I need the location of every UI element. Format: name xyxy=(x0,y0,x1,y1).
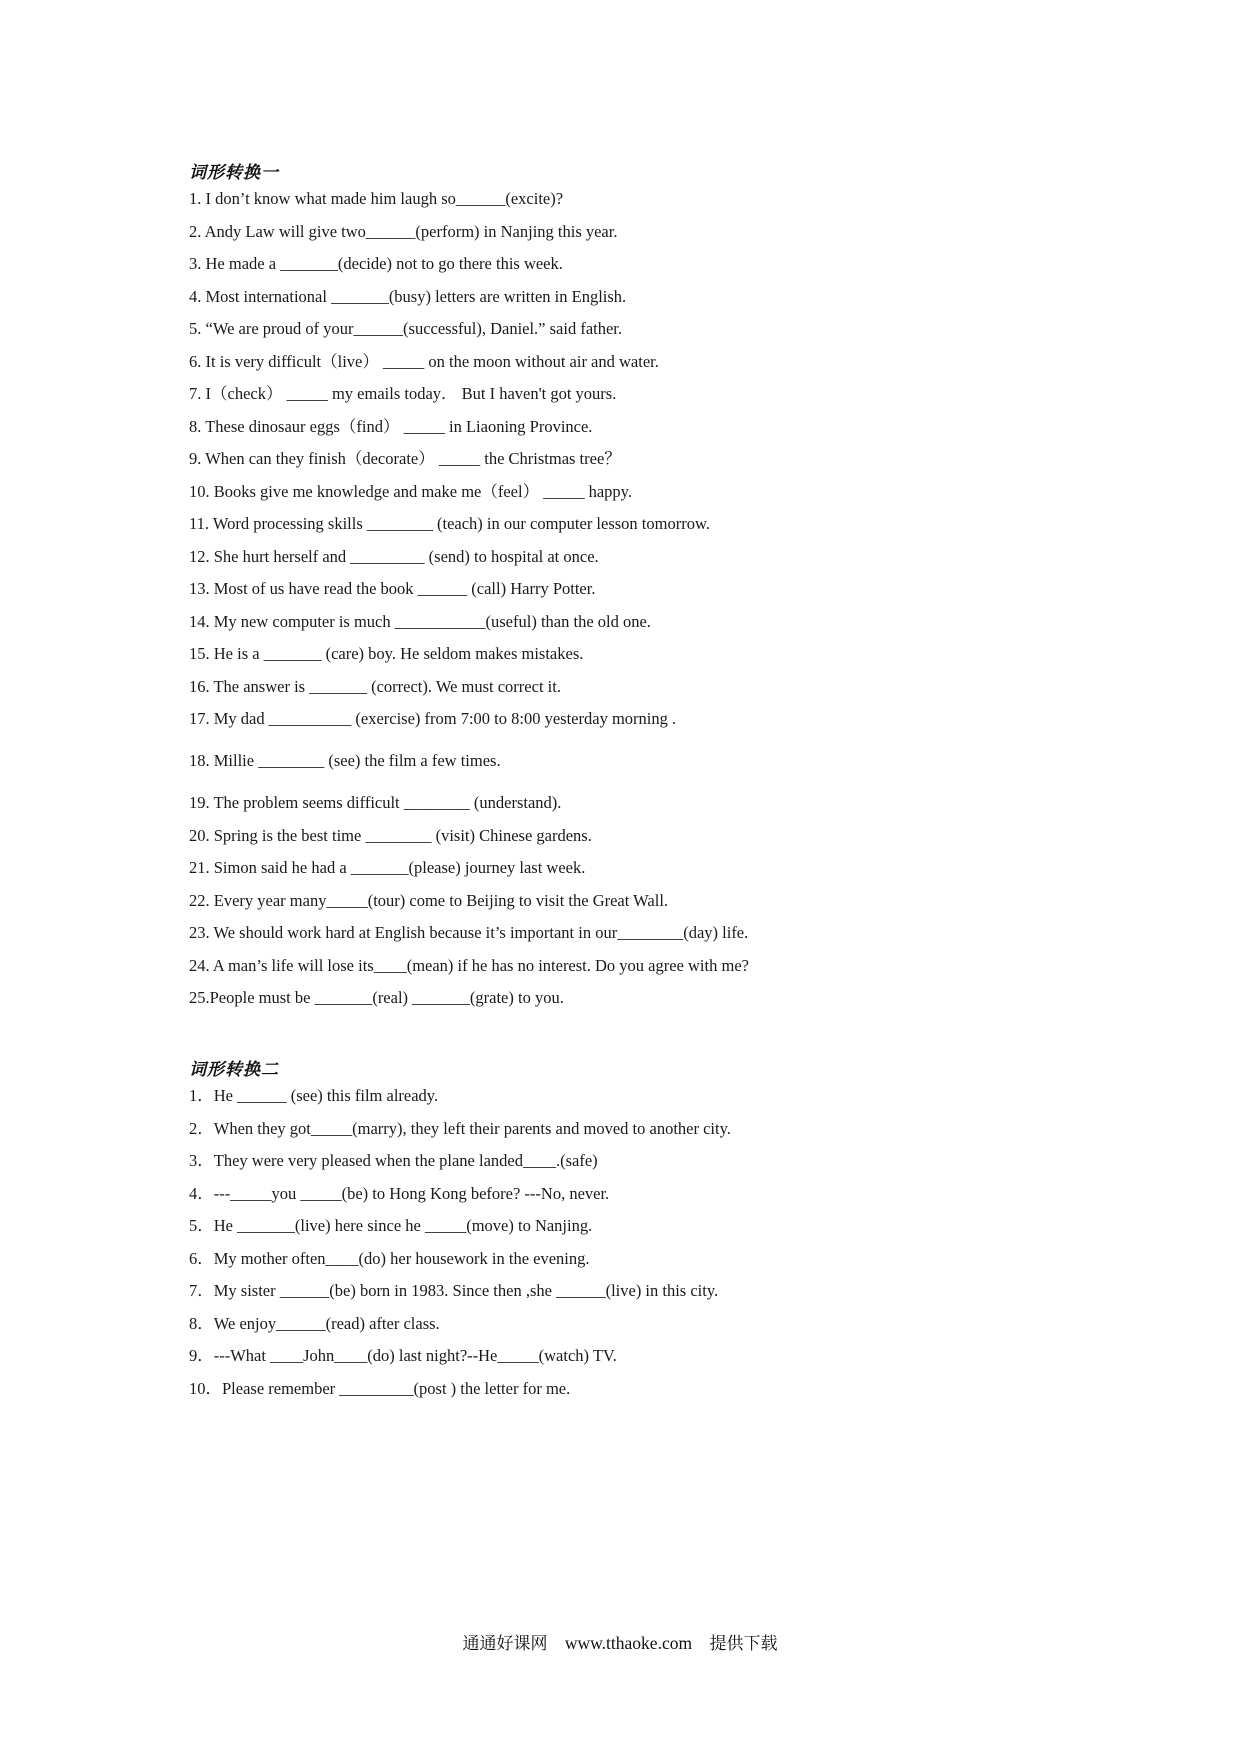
question-item: 3．They were very pleased when the plane landed____.(safe) xyxy=(189,1151,598,1170)
question-item: 7. I（check） _____ my emails today． But I haven't got yours. xyxy=(189,384,617,403)
question-item: 10．Please remember _________(post ) the letter for me. xyxy=(189,1378,571,1398)
question-item: 25.People must be _______(real) _______(grate) to you. xyxy=(189,988,564,1007)
question-item: 12. She hurt herself and _________ (send) to hospital at once. xyxy=(189,546,599,566)
footer-url: www.tthaoke.com xyxy=(564,1633,693,1653)
question-item: 10. Books give me knowledge and make me（feel） _____ happy. xyxy=(189,481,632,501)
question-item: 14. My new computer is much ___________(useful) than the old one. xyxy=(189,611,651,631)
question-item: 1．He ______ (see) this film already. xyxy=(189,1086,439,1105)
question-item: 18. Millie ________ (see) the film a few times. xyxy=(189,751,501,770)
question-item: 6. It is very difficult（live） _____ on the moon without air and water. xyxy=(189,351,659,371)
question-item: 16. The answer is _______ (correct). We must correct it. xyxy=(189,676,561,696)
question-item: 15. He is a _______ (care) boy. He seldom makes mistakes. xyxy=(189,644,584,663)
question-item: 24. A man’s life will lose its____(mean) if he has no interest. Do you agree with me? xyxy=(189,955,749,975)
question-item: 4．---_____you _____(be) to Hong Kong before? ---No, never. xyxy=(189,1183,610,1203)
question-item: 3. He made a _______(decide) not to go there this week. xyxy=(189,254,563,273)
question-item: 19. The problem seems difficult ________ (understand). xyxy=(189,793,562,812)
footer-site-name: 通通好课网 xyxy=(462,1634,548,1654)
question-list xyxy=(189,1085,1149,1399)
question-item: 8．We enjoy______(read) after class. xyxy=(189,1313,440,1333)
question-item: 21. Simon said he had a _______(please) journey last week. xyxy=(189,858,586,877)
question-item: 4. Most international _______(busy) letters are written in English. xyxy=(189,286,627,306)
question-item: 2. Andy Law will give two______(perform) in Nanjing this year. xyxy=(189,221,618,241)
question-item: 2．When they got_____(marry), they left their parents and moved to another city. xyxy=(189,1118,731,1138)
question-item: 17. My dad __________ (exercise) from 7:00 to 8:00 yesterday morning . xyxy=(189,709,677,728)
question-item: 1. I don’t know what made him laugh so______(excite)? xyxy=(189,189,564,208)
question-item: 6．My mother often____(do) her housework in the evening. xyxy=(189,1248,590,1268)
section-heading: 词形转换一 xyxy=(189,163,279,183)
question-item: 22. Every year many_____(tour) come to Beijing to visit the Great Wall. xyxy=(189,890,669,910)
question-list xyxy=(189,188,1149,1008)
question-item: 9．---What ____John____(do) last night?--He_____(watch) TV. xyxy=(189,1346,617,1365)
question-item: 11. Word processing skills ________ (teach) in our computer lesson tomorrow. xyxy=(189,514,710,533)
exercise-section-1 xyxy=(189,162,1149,1020)
exercise-section-2 xyxy=(189,1059,1149,1410)
question-item: 13. Most of us have read the book ______ (call) Harry Potter. xyxy=(189,579,596,598)
page-footer xyxy=(0,1632,1240,1655)
question-item: 7．My sister ______(be) born in 1983. Since then ,she ______(live) in this city. xyxy=(189,1281,719,1300)
question-item: 20. Spring is the best time ________ (visit) Chinese gardens. xyxy=(189,825,592,845)
question-item: 8. These dinosaur eggs（find） _____ in Liaoning Province. xyxy=(189,416,593,436)
question-item: 5．He _______(live) here since he _____(move) to Nanjing. xyxy=(189,1216,593,1235)
footer-download-note: 提供下载 xyxy=(709,1634,778,1654)
section-heading: 词形转换二 xyxy=(189,1060,279,1080)
question-item: 9. When can they finish（decorate） _____ the Christmas tree？ xyxy=(189,449,621,468)
question-item: 23. We should work hard at English because it’s important in our________(day) life. xyxy=(189,923,749,942)
question-item: 5. “We are proud of your______(successful), Daniel.” said father. xyxy=(189,319,623,338)
